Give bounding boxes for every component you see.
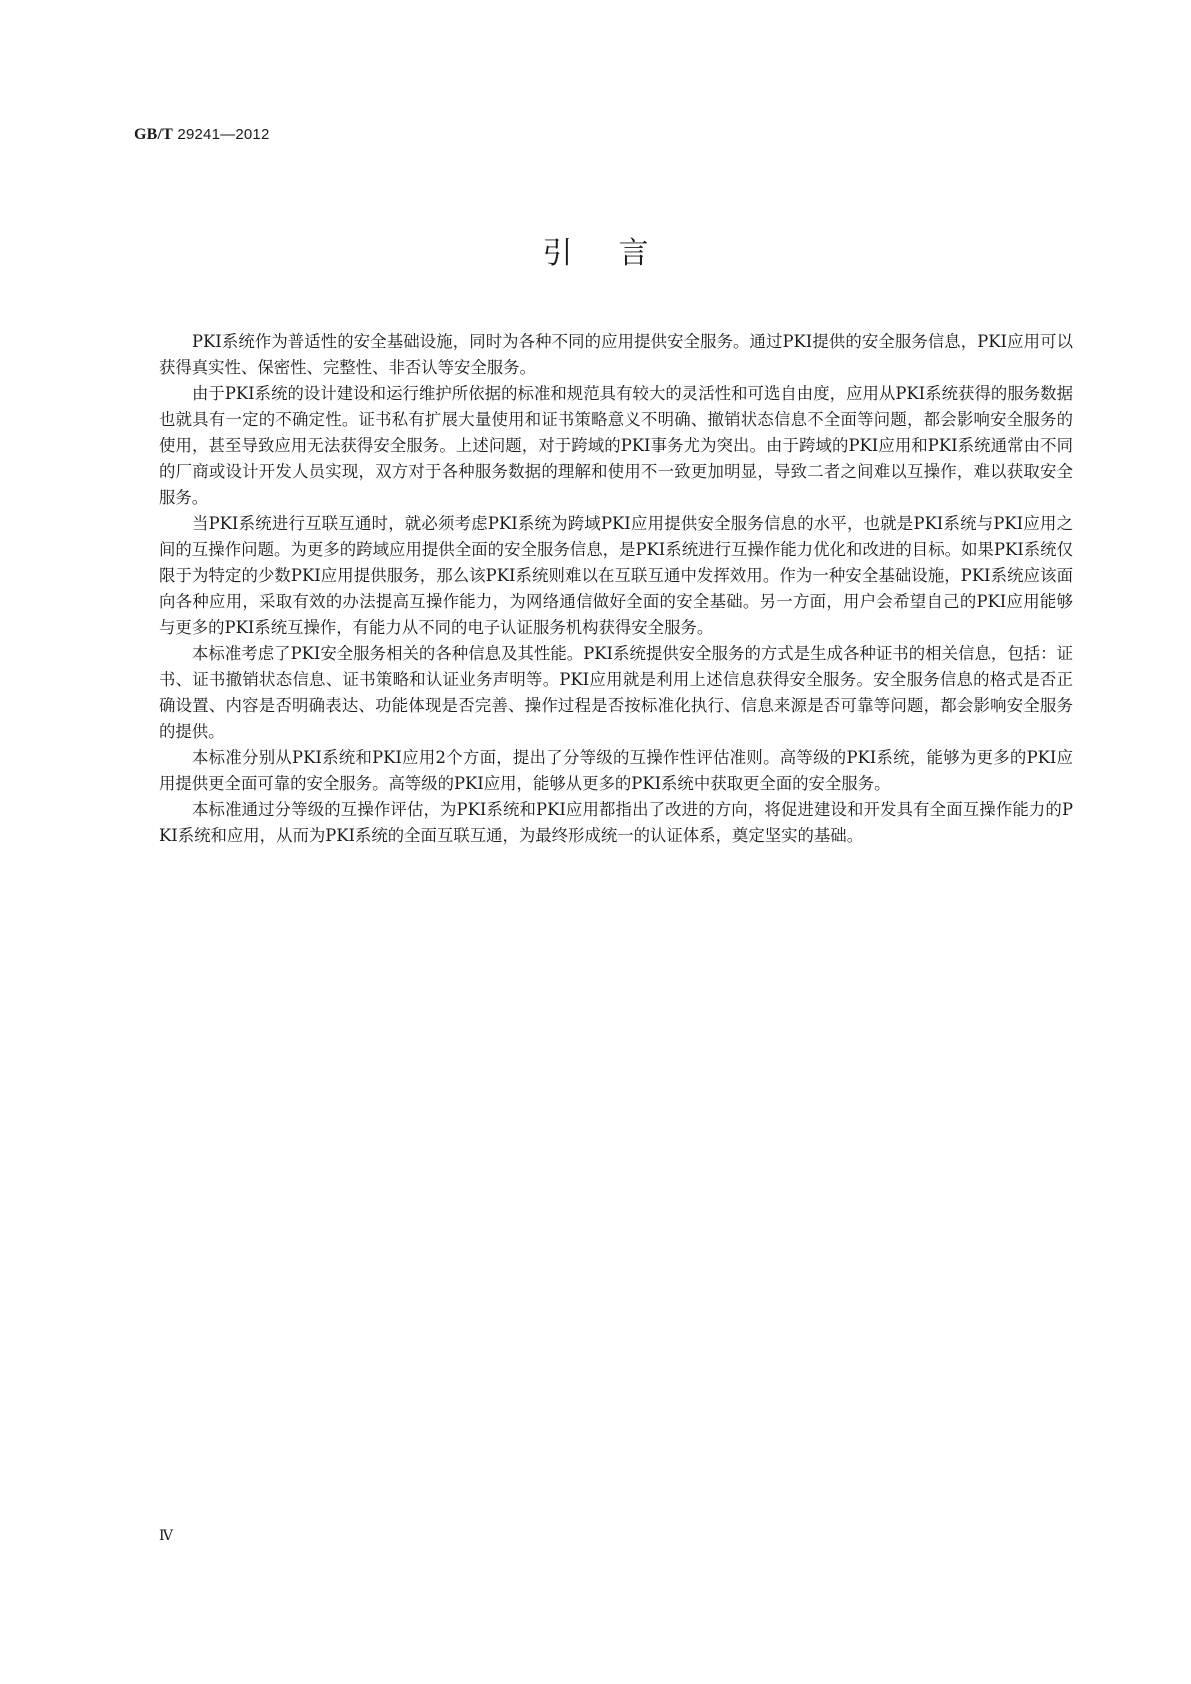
paragraph-1: PKI系统作为普适性的安全基础设施，同时为各种不同的应用提供安全服务。通过PKI提供的安全服务信息，PKI应用可以获得真实性、保密性、完整性、非否认等安全服务。 — [159, 332, 1073, 377]
page-number: Ⅳ — [159, 1529, 173, 1544]
standard-number: 29241—2012 — [173, 126, 270, 143]
document-code — [134, 126, 270, 144]
page-title: 引言 — [542, 236, 695, 271]
standard-prefix: GB/T — [134, 126, 174, 143]
body-text — [159, 329, 1073, 849]
paragraph-3: 当PKI系统进行互联互通时，就必须考虑PKI系统为跨域PKI应用提供安全服务信息的水平，也就是PKI系统与PKI应用之间的互操作问题。为更多的跨域应用提供全面的安全服务信息，是PKI系统进行互操作能力优化和改进的目标。如果PKI系统仅限于为特定的少数PKI应用提供服务，那么该PKI系统则难以在互联互通中发挥效用。作为一种安全基础设施，PKI系统应该面向各种应用，采取有效的办法提高互操作能力，为网络通信做好全面的安全基础。另一方面，用户会希望自己的PKI应用能够与更多的PKI系统互操作，有能力从不同的电子认证服务机构获得安全服务。 — [159, 514, 1073, 637]
paragraph-6: 本标准通过分等级的互操作评估，为PKI系统和PKI应用都指出了改进的方向，将促进建设和开发具有全面互操作能力的PKI系统和应用，从而为PKI系统的全面互联互通，为最终形成统一的认证体系，奠定坚实的基础。 — [159, 800, 1073, 845]
paragraph-2: 由于PKI系统的设计建设和运行维护所依据的标准和规范具有较大的灵活性和可选自由度，应用从PKI系统获得的服务数据也就具有一定的不确定性。证书私有扩展大量使用和证书策略意义不明确、撤销状态信息不全面等问题，都会影响安全服务的使用，甚至导致应用无法获得安全服务。上述问题，对于跨域的PKI事务尤为突出。由于跨域的PKI应用和PKI系统通常由不同的厂商或设计开发人员实现，双方对于各种服务数据的理解和使用不一致更加明显，导致二者之间难以互操作，难以获取安全服务。 — [159, 384, 1073, 507]
paragraph-5: 本标准分别从PKI系统和PKI应用2个方面，提出了分等级的互操作性评估准则。高等级的PKI系统，能够为更多的PKI应用提供更全面可靠的安全服务。高等级的PKI应用，能够从更多的PKI系统中获取更全面的安全服务。 — [159, 748, 1073, 793]
paragraph-4: 本标准考虑了PKI安全服务相关的各种信息及其性能。PKI系统提供安全服务的方式是生成各种证书的相关信息，包括：证书、证书撤销状态信息、证书策略和认证业务声明等。PKI应用就是利用上述信息获得安全服务。安全服务信息的格式是否正确设置、内容是否明确表达、功能体现是否完善、操作过程是否按标准化执行、信息来源是否可靠等问题，都会影响安全服务的提供。 — [159, 644, 1073, 741]
